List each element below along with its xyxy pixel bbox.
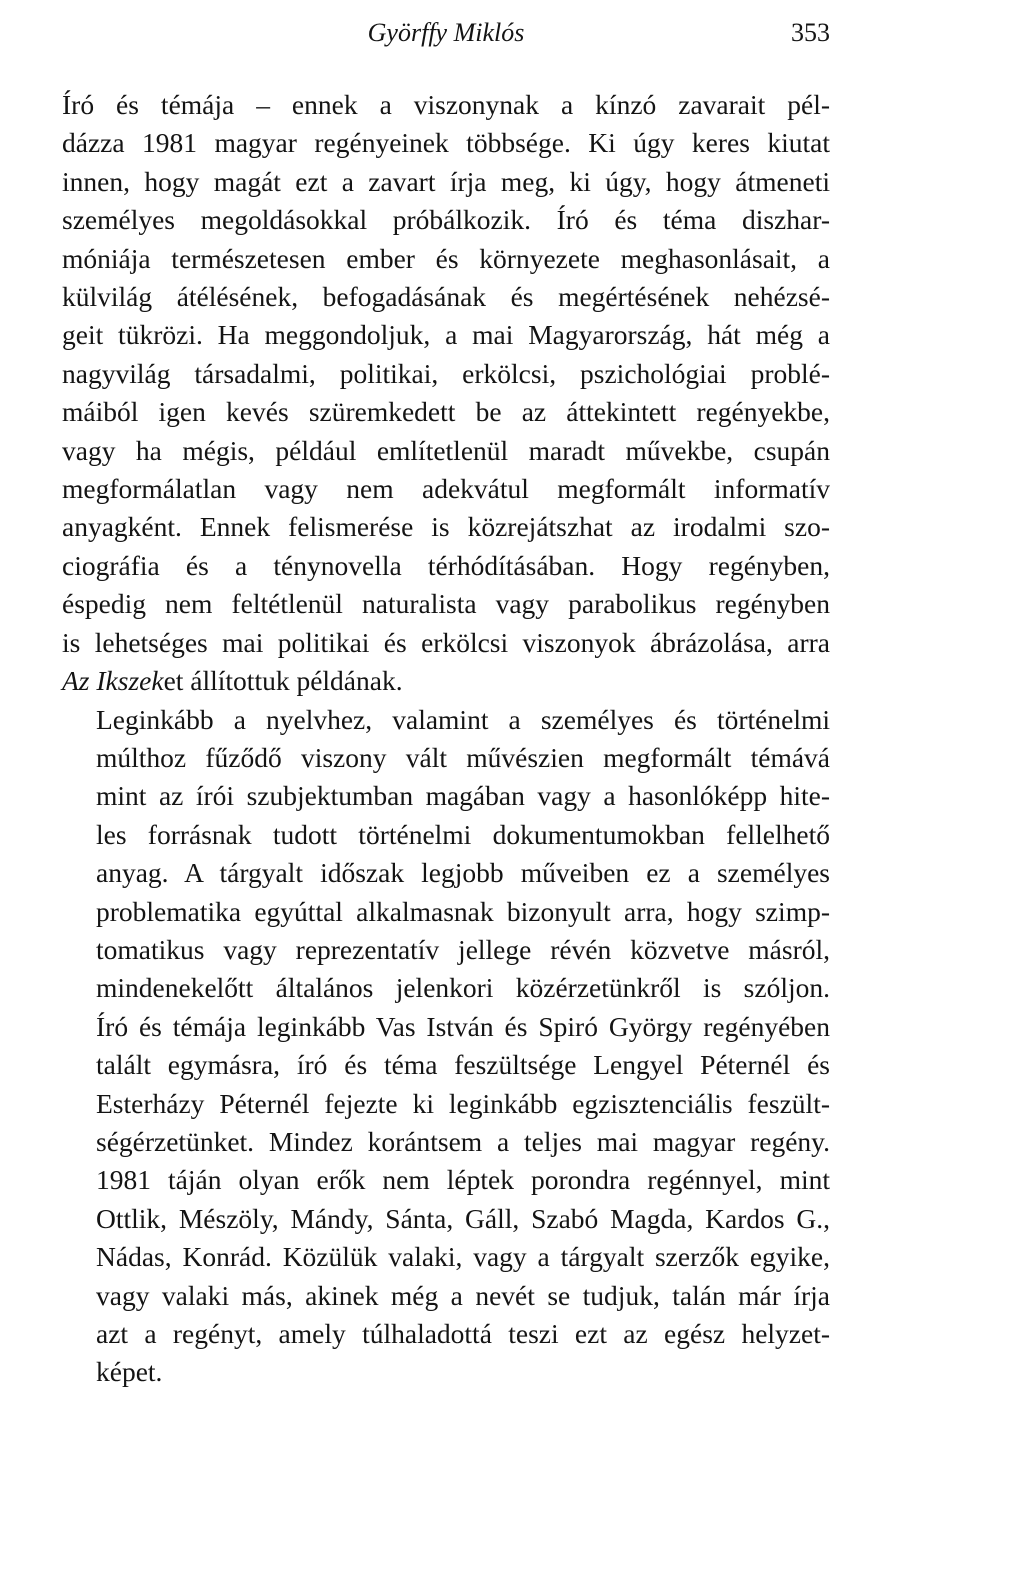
text-line: dázza 1981 magyar regényeinek többsége. Ki úgy keres kiutat [62,127,830,159]
text-line-rest: et állítottuk példának. [163,665,403,697]
text-line: vagy valaki más, akinek még a nevét se tudjuk, talán már írja [96,1279,830,1311]
text-line [62,662,830,700]
text-line: Leginkább a nyelvhez, valamint a személyes és történelmi [96,703,830,735]
text-line: külvilág átélésének, befogadásának és megértésének nehézsé- [62,281,830,313]
page-number: 353 [791,18,830,47]
text-line: Író és témája leginkább Vas István és Spiró György regényében [96,1010,830,1042]
text-line: vagy ha mégis, például említetlenül maradt művekbe, csupán [62,434,830,466]
text-line: máiból igen kevés szüremkedett be az áttekintett regényekbe, [62,396,830,428]
text-line: Esterházy Péternél fejezte ki leginkább egzisztenciális feszült- [96,1087,830,1119]
body-text [62,86,830,1392]
running-head-author: Györffy Miklós [367,18,525,47]
book-title-italic: Az Ikszek [62,665,164,697]
text-line: ségérzetünket. Mindez korántsem a teljes mai magyar regény. [96,1125,830,1157]
text-line: mindenekelőtt általános jelenkori közérzetünkről is szóljon. [96,972,830,1004]
text-line: anyag. A tárgyalt időszak legjobb műveiben ez a személyes [96,857,830,889]
text-line: múlthoz fűződő viszony vált művészien megformált témává [96,741,830,773]
text-line: les forrásnak tudott történelmi dokumentumokban fellelhető [96,818,830,850]
text-line: Nádas, Konrád. Közülük valaki, vagy a tárgyalt szerzők egyike, [96,1241,830,1273]
text-line: geit tükrözi. Ha meggondoljuk, a mai Magyarország, hát még a [62,319,830,351]
text-line: személyes megoldásokkal próbálkozik. Író és téma diszhar- [62,204,830,236]
text-line: képet. [96,1356,163,1388]
paragraph-1 [62,86,830,701]
text-line: mint az írói szubjektumban magában vagy a hasonlóképp hite- [96,780,830,812]
running-head [62,18,830,58]
text-line: Ottlik, Mészöly, Mándy, Sánta, Gáll, Szabó Magda, Kardos G., [96,1202,830,1234]
text-line: anyagként. Ennek felismerése is közrejátszhat az irodalmi szo- [62,511,830,543]
text-line: azt a regényt, amely túlhaladottá teszi ezt az egész helyzet- [96,1318,830,1349]
text-line: móniája természetesen ember és környezete meghasonlásait, a [62,242,830,274]
text-line: Író és témája – ennek a viszonynak a kínzó zavarait pél- [62,89,830,120]
text-line: 1981 táján olyan erők nem léptek porondra regénnyel, mint [96,1164,830,1196]
paragraph-2 [62,701,830,1392]
text-line: is lehetséges mai politikai és erkölcsi viszonyok ábrázolása, arra [62,626,830,658]
text-line: ciográfia és a ténynovella térhódításában. Hogy regényben, [62,549,830,581]
text-line: talált egymásra, író és téma feszültsége Lengyel Péternél és [96,1049,830,1081]
text-line: problematika egyúttal alkalmasnak bizonyult arra, hogy szimp- [96,895,830,927]
text-line: nagyvilág társadalmi, politikai, erkölcsi, pszichológiai problé- [62,357,830,389]
text-line: megformálatlan vagy nem adekvátul megformált informatív [62,473,830,505]
text-line: innen, hogy magát ezt a zavart írja meg, ki úgy, hogy átmeneti [62,165,830,197]
text-line: tomatikus vagy reprezentatív jellege révén közvetve másról, [96,933,830,965]
text-line: éspedig nem feltétlenül naturalista vagy parabolikus regényben [62,588,830,620]
